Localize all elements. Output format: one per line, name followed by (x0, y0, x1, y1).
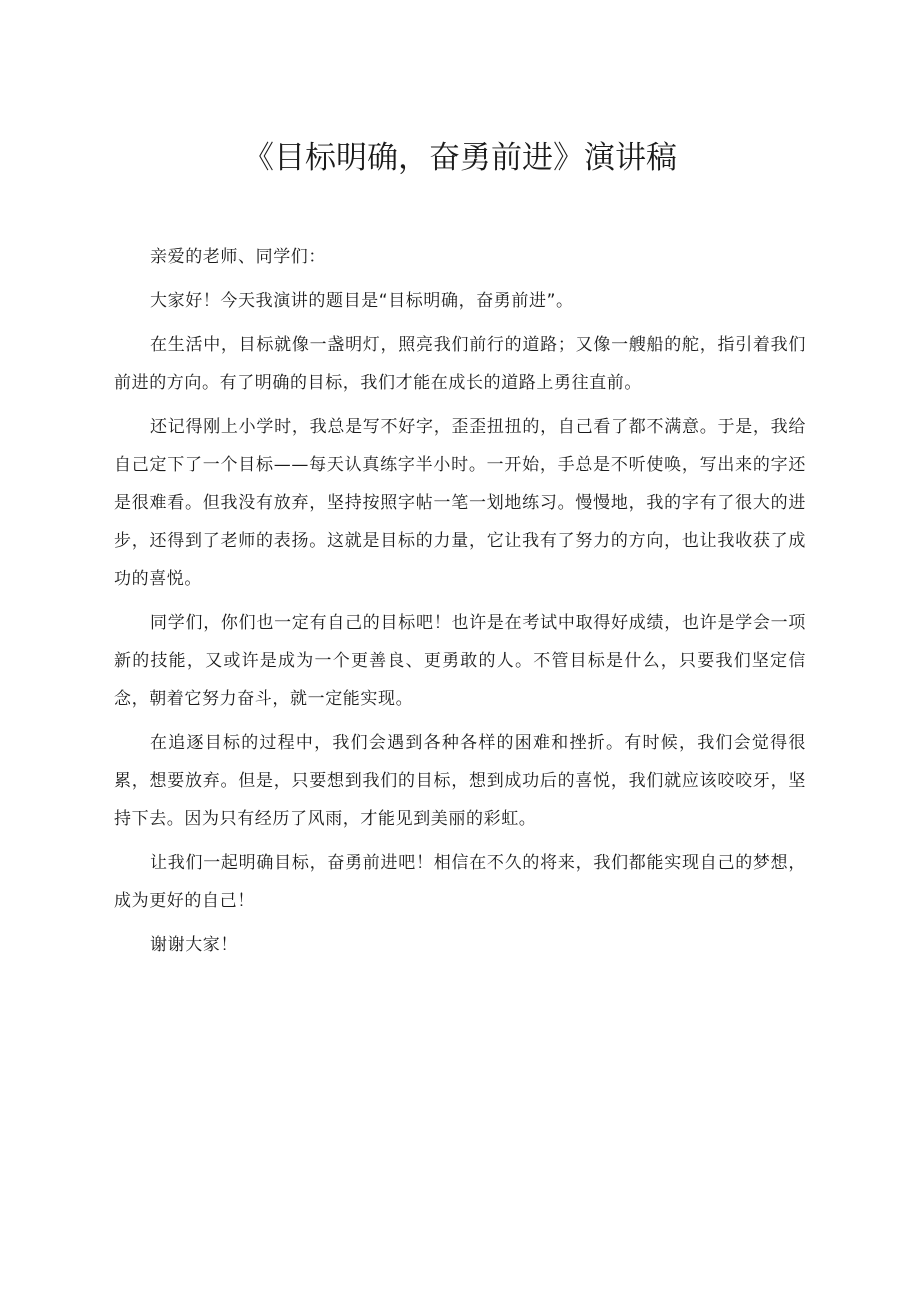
closing-thanks: 谢谢大家！ (150, 935, 238, 955)
body-paragraph: 同学们，你们也一定有自己的目标吧！也许是在考试中取得好成绩，也许是学会一项新的技能，又或许是成为一个更善良、更勇敢的人。不管目标是什么，只要我们坚定信念，朝着它努力奋斗，就一定能实现。 (114, 613, 806, 709)
body-paragraph: 还记得刚上小学时，我总是写不好字，歪歪扭扭的，自己看了都不满意。于是，我给自己定下了一个目标——每天认真练字半小时。一开始，手总是不听使唤，写出来的字还是很难看。但我没有放弃，坚持按照字帖一笔一划地练习。慢慢地，我的字有了很大的进步，还得到了老师的表扬。这就是目标的力量，它让我有了努力的方向，也让我收获了成功的喜悦。 (114, 417, 806, 589)
body-paragraph: 在追逐目标的过程中，我们会遇到各种各样的困难和挫折。有时候，我们会觉得很累，想要放弃。但是，只要想到我们的目标，想到成功后的喜悦，我们就应该咬咬牙，坚持下去。因为只有经历了风雨，才能见到美丽的彩虹。 (114, 733, 806, 829)
body-paragraph: 在生活中，目标就像一盏明灯，照亮我们前行的道路；又像一艘船的舵，指引着我们前进的方向。有了明确的目标，我们才能在成长的道路上勇往直前。 (114, 335, 806, 393)
body-paragraph: 让我们一起明确目标，奋勇前进吧！相信在不久的将来，我们都能实现自己的梦想，成为更好的自己！ (114, 853, 806, 911)
speech-body (114, 238, 806, 970)
salutation: 亲爱的老师、同学们： (150, 247, 326, 267)
greeting-paragraph: 大家好！今天我演讲的题目是“目标明确，奋勇前进”。 (150, 291, 574, 311)
document-title: 《目标明确，奋勇前进》演讲稿 (243, 140, 677, 176)
